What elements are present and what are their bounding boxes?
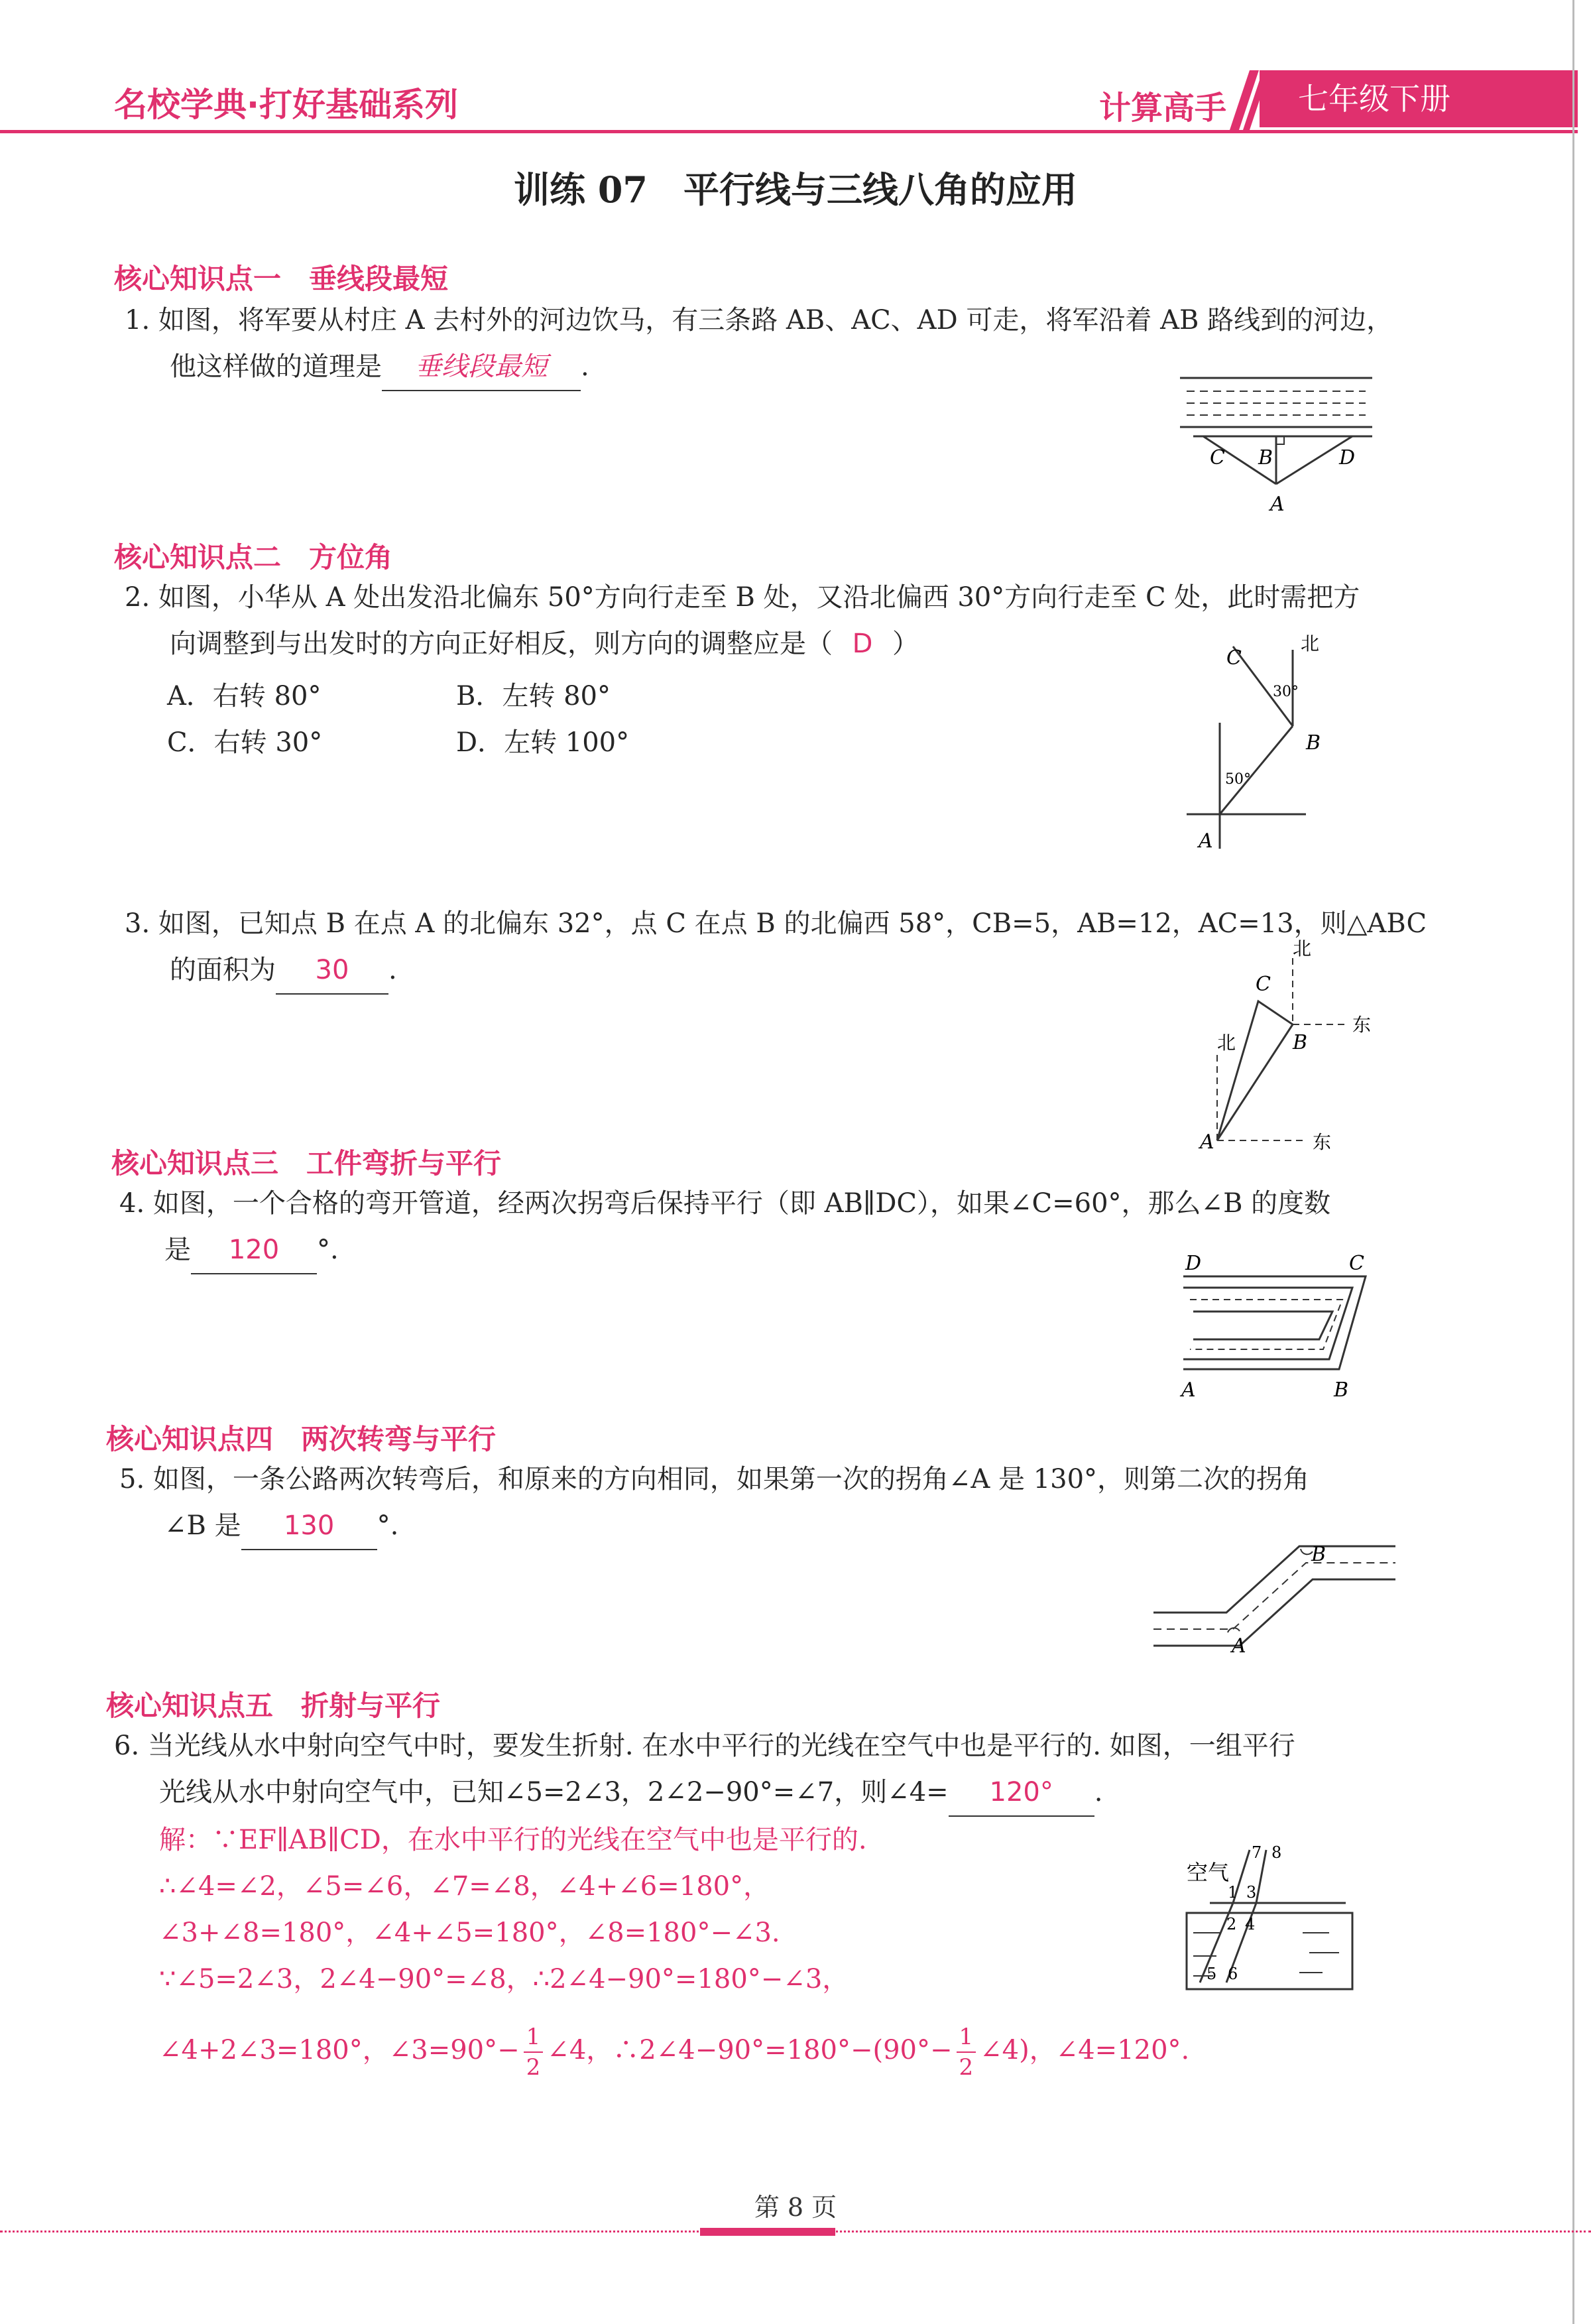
q6-fig-7: 7 (1252, 1843, 1262, 1862)
q1-suffix: . (581, 351, 589, 382)
q6-fig-4: 4 (1245, 1915, 1256, 1933)
q6-sol5-fraction-1 (524, 2022, 544, 2082)
q1-figure (1173, 371, 1379, 524)
q6-sol5-fraction-2 (957, 2022, 976, 2082)
q6-frac1-num: 1 (524, 2022, 544, 2053)
q6-answer: 120° (949, 1769, 1094, 1817)
q2-answer: D (852, 629, 873, 659)
q3-fig-east2: 东 (1313, 1131, 1332, 1153)
q2-fig-c: C (1226, 646, 1242, 670)
q2-option-a: A．右转 80° (167, 681, 322, 711)
q5-fig-a: A (1232, 1634, 1246, 1658)
page-title: 训练 07 平行线与三线八角的应用 (514, 168, 1077, 211)
q3-fig-east1: 东 (1352, 1014, 1372, 1036)
q4-prefix: 是 (164, 1235, 191, 1265)
q5-suffix: °. (377, 1510, 399, 1541)
q4-fig-d: D (1185, 1252, 1202, 1275)
q4-line2 (164, 1227, 339, 1274)
q6-solution-1: 解：∵EF∥AB∥CD，在水中平行的光线在空气中也是平行的. (159, 1825, 867, 1855)
q1-prefix: 他这样做的道理是 (170, 351, 382, 382)
q2-option-b: B．左转 80° (456, 681, 611, 711)
q6-solution-5 (159, 2022, 1189, 2082)
q6-fig-3: 3 (1246, 1883, 1257, 1902)
q1-fig-d: D (1339, 446, 1356, 469)
q6-fig-5: 5 (1207, 1965, 1217, 1983)
q5-line1: 5. 如图，一条公路两次转弯后，和原来的方向相同，如果第一次的拐角∠A 是 130°，则第二次的拐角 (119, 1464, 1310, 1495)
q6-sol5-part3: ∠4)，∠4=120°. (980, 2035, 1190, 2065)
q4-fig-b: B (1334, 1378, 1349, 1402)
q6-frac2-den: 2 (959, 2054, 974, 2081)
q4-fig-a: A (1181, 1378, 1196, 1402)
q6-solution-4: ∵∠5=2∠3，2∠4−90°=∠8，∴2∠4−90°=180°−∠3， (159, 1964, 849, 1994)
page-edge (1572, 0, 1574, 2324)
q6-frac2-num: 1 (957, 2022, 976, 2053)
q3-figure (1193, 935, 1392, 1160)
q2-prefix: 向调整到与出发时的方向正好相反，则方向的调整应是（ (170, 629, 833, 659)
q2-line2 (170, 621, 919, 667)
q1-answer: 垂线段最短 (382, 343, 581, 391)
section-heading-3: 核心知识点三 工件弯折与平行 (111, 1147, 502, 1180)
q1-fig-a: A (1270, 493, 1285, 516)
q6-line2 (159, 1769, 1102, 1817)
q3-fig-b: B (1293, 1031, 1308, 1054)
q2-fig-b: B (1306, 731, 1321, 755)
q4-line1: 4. 如图，一个合格的弯开管道，经两次拐弯后保持平行（即 AB∥DC），如果∠C=60°，那么∠B 的度数 (119, 1188, 1331, 1219)
q1-fig-c: C (1210, 446, 1225, 469)
q6-figure (1180, 1843, 1366, 1996)
q4-fig-c: C (1349, 1252, 1364, 1275)
page-number: 第 8 页 (754, 2193, 837, 2222)
q6-fig-2: 2 (1226, 1915, 1237, 1933)
q3-line2 (170, 947, 397, 995)
q1-line2 (170, 343, 589, 391)
q6-fig-6: 6 (1228, 1965, 1238, 1983)
q2-fig-north: 北 (1301, 633, 1320, 654)
q2-option-c: C．右转 30° (167, 727, 323, 758)
q6-sol5-part2: ∠4，∴2∠4−90°=180°−(90°− (547, 2035, 953, 2065)
section-heading-2: 核心知识点二 方位角 (114, 541, 393, 574)
brand-label: 计算高手 (1099, 90, 1227, 127)
q5-line2 (164, 1502, 398, 1550)
q6-suffix: . (1094, 1777, 1103, 1807)
q4-answer: 120 (191, 1227, 317, 1274)
q2-fig-angle50: 50° (1225, 771, 1251, 788)
grade-tab: 七年级下册 (1260, 70, 1578, 127)
q3-answer: 30 (276, 947, 388, 995)
q4-figure (1173, 1247, 1385, 1412)
q2-fig-angle30: 30° (1273, 684, 1299, 700)
q3-fig-a: A (1200, 1131, 1214, 1154)
q5-figure (1147, 1532, 1399, 1664)
q5-fig-b: B (1311, 1543, 1326, 1566)
section-heading-5: 核心知识点五 折射与平行 (106, 1689, 441, 1722)
q3-fig-c: C (1256, 973, 1271, 996)
q6-line1: 6. 当光线从水中射向空气中时，要发生折射. 在水中平行的光线在空气中也是平行的. 如图，一组平行 (114, 1731, 1295, 1761)
q4-suffix: °. (317, 1235, 339, 1265)
section-heading-4: 核心知识点四 两次转弯与平行 (106, 1423, 497, 1455)
q6-frac1-den: 2 (526, 2054, 541, 2081)
q5-prefix: ∠B 是 (164, 1510, 241, 1541)
q1-fig-b: B (1258, 446, 1273, 469)
q6-sol5-part1: ∠4+2∠3=180°，∠3=90°− (159, 2035, 520, 2065)
q2-suffix: ） (892, 629, 919, 659)
q6-fig-8: 8 (1271, 1843, 1282, 1862)
q1-line1: 1. 如图，将军要从村庄 A 去村外的河边饮马，有三条路 AB、AC、AD 可走，将军沿着 AB 路线到的河边， (125, 305, 1393, 336)
q6-solution-3: ∠3+∠8=180°，∠4+∠5=180°，∠8=180°−∠3. (159, 1918, 780, 1948)
q6-prefix: 光线从水中射向空气中，已知∠5=2∠3，2∠2−90°=∠7，则∠4= (159, 1777, 949, 1807)
footer-accent-bar (700, 2228, 835, 2236)
q5-answer: 130 (241, 1502, 377, 1550)
q6-fig-air: 空气 (1187, 1860, 1230, 1885)
q6-fig-1: 1 (1228, 1883, 1238, 1902)
q2-fig-a: A (1199, 829, 1213, 853)
q2-option-d: D．左转 100° (456, 727, 630, 758)
q3-prefix: 的面积为 (170, 955, 276, 985)
q2-line1: 2. 如图，小华从 A 处出发沿北偏东 50°方向行走至 B 处，又沿北偏西 30°方向行走至 C 处，此时需把方 (125, 582, 1360, 613)
q3-suffix: . (388, 955, 397, 985)
q6-solution-2: ∴∠4=∠2，∠5=∠6，∠7=∠8，∠4+∠6=180°， (159, 1871, 770, 1902)
q3-fig-north1: 北 (1293, 938, 1312, 959)
q2-figure (1173, 630, 1332, 855)
q3-fig-north2: 北 (1217, 1032, 1236, 1054)
q3-line1: 3. 如图，已知点 B 在点 A 的北偏东 32°，点 C 在点 B 的北偏西 58°，CB=5，AB=12，AC=13，则△ABC (125, 908, 1427, 939)
section-heading-1: 核心知识点一 垂线段最短 (114, 263, 449, 295)
series-title: 名校学典·打好基础系列 (114, 86, 458, 124)
header-rule (0, 130, 1578, 133)
